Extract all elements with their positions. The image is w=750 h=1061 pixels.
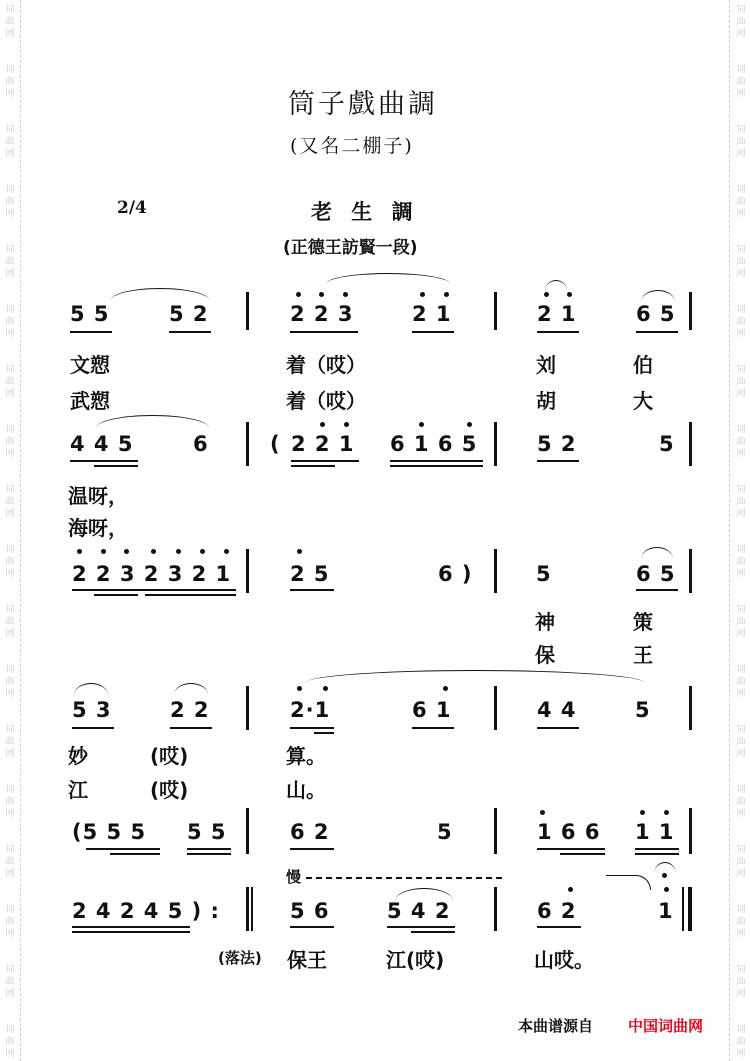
beam [72, 926, 190, 928]
note-group: (5 5 5 [72, 820, 147, 844]
watermark-text: 词曲网 [736, 905, 746, 939]
time-signature: 2/4 [117, 198, 147, 218]
watermark-text: 词曲网 [5, 545, 15, 579]
beam [537, 926, 581, 928]
watermark-text: 词曲网 [736, 665, 746, 699]
beam [635, 848, 679, 850]
note-group: 6 ) [438, 562, 473, 586]
watermark-text: 词曲网 [736, 785, 746, 819]
lyric: 山。 [286, 778, 326, 802]
slur [74, 683, 108, 695]
beam [560, 853, 605, 855]
lyric: 山哎。 [534, 948, 594, 972]
beam [635, 853, 679, 855]
beam [411, 931, 455, 933]
barline [689, 686, 692, 730]
beam [290, 848, 334, 850]
slur [96, 415, 209, 428]
octave-dot [297, 686, 302, 691]
octave-dot [664, 810, 669, 815]
barline [494, 808, 497, 854]
octave-dot [419, 422, 424, 427]
slur [641, 290, 675, 302]
ritardando-curve [606, 875, 651, 890]
octave-dot [467, 422, 472, 427]
note-group: 6 [193, 432, 209, 456]
lyric: 江 [68, 778, 88, 802]
octave-dot [101, 549, 106, 554]
note-group: 2 1 [537, 302, 577, 326]
octave-dot [323, 686, 328, 691]
note-group: 2 2 3 2 3 2 1 [72, 562, 232, 586]
octave-dot [224, 549, 229, 554]
barline [494, 549, 497, 593]
right-margin-line [729, 0, 730, 1061]
note-group: 2 4 2 4 5 ) : [72, 899, 220, 923]
slur [174, 683, 208, 695]
source-text: 本曲谱源自 [518, 1017, 594, 1035]
beam [291, 460, 359, 462]
barline [246, 422, 249, 466]
watermark-text: 词曲网 [736, 125, 746, 159]
octave-dot [343, 292, 348, 297]
beam [94, 594, 138, 596]
octave-dot [443, 686, 448, 691]
slur [641, 547, 673, 559]
watermark-text: 词曲网 [5, 1025, 15, 1059]
barline [246, 808, 249, 854]
watermark-text: 词曲网 [736, 1025, 746, 1059]
beam [70, 331, 112, 333]
note-group: 4 4 5 [70, 432, 134, 456]
note-group: 2 5 [290, 562, 330, 586]
note-group: 5 2 [169, 302, 209, 326]
barline [689, 808, 692, 854]
note-group: 2 2 3 [290, 302, 354, 326]
watermark-text: 词曲网 [5, 785, 15, 819]
octave-dot [124, 549, 129, 554]
octave-dot [77, 549, 82, 554]
lyric: 江(哎) [386, 948, 445, 972]
barline [246, 549, 249, 593]
octave-dot [567, 292, 572, 297]
note-group: 6 1 6 5 [390, 432, 478, 456]
right-watermark-strip [734, 0, 748, 1061]
watermark-text: 词曲网 [5, 425, 15, 459]
lyric: 神 [535, 610, 555, 634]
final-barline [682, 887, 684, 931]
lyric: 王 [633, 643, 653, 667]
note-group: 6 2 [290, 820, 330, 844]
lyric: 大 [633, 389, 653, 413]
beam [72, 931, 190, 933]
beam [390, 465, 483, 467]
note-group: 1 1 [635, 820, 675, 844]
note-group: 5 [659, 432, 675, 456]
watermark-text: 词曲网 [736, 185, 746, 219]
note-group: 5 5 [187, 820, 227, 844]
beam [537, 331, 579, 333]
barline [689, 422, 692, 466]
octave-dot [640, 810, 645, 815]
beam [537, 848, 605, 850]
lyric: 胡 [536, 389, 556, 413]
note-group: 6 5 [636, 562, 676, 586]
note-group: 2·1 [290, 698, 331, 722]
beam [187, 853, 231, 855]
barline [246, 292, 249, 330]
source-brand-link[interactable]: 中国词曲网 [628, 1017, 704, 1035]
lyric: 伯 [633, 353, 653, 377]
beam [412, 727, 454, 729]
octave-dot [568, 887, 573, 892]
watermark-text: 词曲网 [5, 485, 15, 519]
beam [290, 926, 334, 928]
lyric: 妙 [68, 744, 88, 768]
watermark-text: 词曲网 [5, 365, 15, 399]
beam [636, 331, 678, 333]
fermata-dot [662, 873, 667, 878]
note-group: 5 [635, 698, 651, 722]
left-watermark-strip [3, 0, 17, 1061]
beam [291, 465, 335, 467]
beam [70, 460, 138, 462]
note-group: 2 1 [412, 302, 452, 326]
watermark-text: 词曲网 [736, 485, 746, 519]
lyric: (哎) [150, 744, 189, 768]
beam [110, 853, 160, 855]
note-group: 1 [658, 899, 674, 923]
note-group: 5 6 [290, 899, 330, 923]
beam [636, 589, 678, 591]
barline [494, 292, 497, 330]
watermark-text: 词曲网 [5, 905, 15, 939]
slur [545, 280, 567, 291]
barline [246, 686, 249, 730]
octave-dot [200, 549, 205, 554]
lyric: 海呀， [68, 516, 128, 540]
octave-dot [344, 422, 349, 427]
watermark-text: 词曲网 [736, 245, 746, 279]
octave-dot [319, 292, 324, 297]
note-group: 5 [437, 820, 453, 844]
lyric: 温呀， [68, 484, 128, 508]
barline [689, 549, 692, 593]
note-group: 6 5 [636, 302, 676, 326]
barline [494, 422, 497, 466]
beam [145, 594, 236, 596]
watermark-text: 词曲网 [736, 65, 746, 99]
watermark-text: 词曲网 [736, 965, 746, 999]
tempo-dashed-line [306, 877, 502, 879]
watermark-text: 词曲网 [5, 185, 15, 219]
note-group: 5 [536, 562, 552, 586]
slur [305, 670, 645, 683]
beam [290, 589, 334, 591]
note-group: 6 1 [412, 698, 452, 722]
beam [537, 727, 579, 729]
lyric: 策 [633, 610, 653, 634]
watermark-text: 词曲网 [736, 305, 746, 339]
lyric: 保 [535, 643, 555, 667]
watermark-text: 词曲网 [5, 245, 15, 279]
octave-dot [151, 549, 156, 554]
octave-dot [296, 292, 301, 297]
watermark-text: 词曲网 [5, 725, 15, 759]
page-subtitle: (又名二棚子) [290, 135, 414, 157]
barline [494, 887, 497, 931]
section-title: 老 生 調 [311, 200, 419, 224]
watermark-text: 词曲网 [736, 725, 746, 759]
beam [86, 848, 160, 850]
beam [412, 331, 454, 333]
octave-dot [540, 810, 545, 815]
barline [494, 686, 497, 730]
beam [290, 727, 334, 729]
section-note: (正德王訪賢一段) [283, 238, 418, 258]
lyric-prefix: (落法) [218, 949, 262, 967]
paren: ( [270, 432, 281, 456]
octave-dot [544, 292, 549, 297]
watermark-text: 词曲网 [736, 365, 746, 399]
repeat-barline [251, 887, 253, 931]
barline [689, 292, 692, 330]
octave-dot [176, 549, 181, 554]
lyric: 保王 [287, 948, 327, 972]
octave-dot [320, 422, 325, 427]
beam [314, 732, 334, 734]
beam [72, 589, 236, 591]
watermark-text: 词曲网 [5, 125, 15, 159]
left-margin-line [20, 0, 21, 1061]
watermark-text: 词曲网 [5, 65, 15, 99]
lyric: 文愬 [70, 353, 110, 377]
octave-dot [297, 549, 302, 554]
watermark-text: 词曲网 [736, 545, 746, 579]
beam [390, 460, 483, 462]
beam [169, 331, 211, 333]
note-group: 4 4 [537, 698, 577, 722]
tempo-mark: 慢 [286, 868, 302, 886]
watermark-text: 词曲网 [736, 605, 746, 639]
beam [94, 465, 138, 467]
beam [537, 460, 579, 462]
watermark-text: 词曲网 [5, 845, 15, 879]
beam [187, 848, 231, 850]
note-group: 5 3 [72, 698, 112, 722]
beam [290, 331, 358, 333]
final-barline [688, 887, 692, 931]
note-group: 5 4 2 [387, 899, 451, 923]
beam [387, 926, 455, 928]
watermark-text: 词曲网 [736, 5, 746, 39]
watermark-text: 词曲网 [5, 5, 15, 39]
watermark-text: 词曲网 [5, 305, 15, 339]
watermark-text: 词曲网 [736, 845, 746, 879]
page-title: 筒子戲曲調 [288, 89, 438, 120]
note-group: 6 2 [537, 899, 577, 923]
note-group: 2 2 1 [291, 432, 355, 456]
note-group: 2 2 [170, 698, 210, 722]
note-group: 5 5 [70, 302, 110, 326]
octave-dot [664, 887, 669, 892]
beam [170, 727, 212, 729]
note-group: 1 6 6 [537, 820, 601, 844]
slur [326, 273, 450, 284]
watermark-text: 词曲网 [5, 665, 15, 699]
note-group: 5 2 [537, 432, 577, 456]
lyric: 武愬 [70, 389, 110, 413]
watermark-text: 词曲网 [5, 965, 15, 999]
lyric: 着（哎） [286, 353, 366, 377]
beam [72, 727, 114, 729]
lyric: 刘 [536, 353, 556, 377]
lyric: (哎) [150, 778, 189, 802]
octave-dot [444, 292, 449, 297]
octave-dot [420, 292, 425, 297]
lyric: 着（哎） [286, 389, 366, 413]
repeat-barline [246, 887, 249, 931]
slur [110, 288, 210, 301]
watermark-text: 词曲网 [736, 425, 746, 459]
lyric: 算。 [286, 744, 326, 768]
watermark-text: 词曲网 [5, 605, 15, 639]
